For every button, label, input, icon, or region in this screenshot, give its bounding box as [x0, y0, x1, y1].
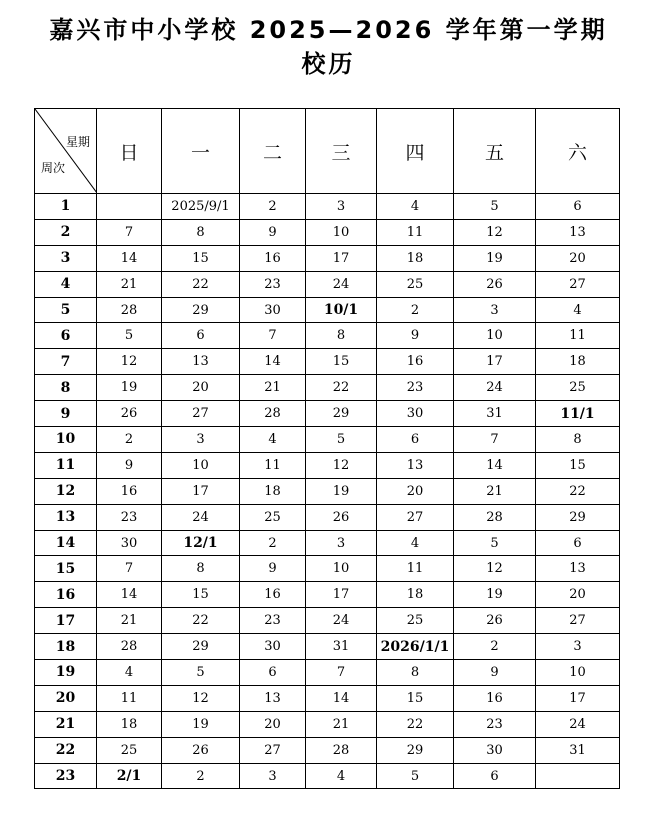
week-row — [35, 711, 620, 737]
day-cell: 12 — [162, 685, 240, 711]
day-cell: 24 — [162, 504, 240, 530]
day-cell: 2 — [240, 194, 306, 220]
day-cell — [97, 194, 162, 220]
week-number-cell: 22 — [35, 737, 97, 763]
day-cell: 27 — [240, 737, 306, 763]
day-cell: 29 — [536, 504, 620, 530]
school-calendar-table — [34, 108, 620, 789]
day-cell: 23 — [97, 504, 162, 530]
day-cell: 2 — [97, 427, 162, 453]
day-cell: 30 — [454, 737, 536, 763]
day-cell: 29 — [306, 401, 377, 427]
day-cell: 21 — [97, 271, 162, 297]
day-cell: 2 — [240, 530, 306, 556]
day-cell: 19 — [162, 711, 240, 737]
day-cell: 19 — [454, 245, 536, 271]
day-cell: 16 — [454, 685, 536, 711]
day-cell: 5 — [454, 194, 536, 220]
day-cell: 15 — [536, 452, 620, 478]
week-number-cell: 14 — [35, 530, 97, 556]
day-cell: 27 — [162, 401, 240, 427]
day-cell: 25 — [377, 608, 454, 634]
week-row — [35, 634, 620, 660]
day-cell: 2026/1/1 — [377, 634, 454, 660]
day-cell: 20 — [240, 711, 306, 737]
day-cell: 28 — [306, 737, 377, 763]
day-cell: 13 — [536, 219, 620, 245]
day-cell: 28 — [454, 504, 536, 530]
week-number-cell: 21 — [35, 711, 97, 737]
day-cell: 28 — [97, 297, 162, 323]
week-number-cell: 9 — [35, 401, 97, 427]
week-number-axis-label: 周次 — [41, 161, 66, 175]
day-cell: 3 — [454, 297, 536, 323]
week-number-cell: 15 — [35, 556, 97, 582]
week-number-cell: 3 — [35, 245, 97, 271]
day-cell: 10 — [306, 219, 377, 245]
day-cell: 21 — [240, 375, 306, 401]
day-cell: 15 — [162, 582, 240, 608]
day-cell: 21 — [306, 711, 377, 737]
week-number-cell: 4 — [35, 271, 97, 297]
day-cell: 29 — [377, 737, 454, 763]
week-row — [35, 323, 620, 349]
day-cell: 25 — [536, 375, 620, 401]
day-cell: 20 — [162, 375, 240, 401]
week-row — [35, 556, 620, 582]
day-cell: 30 — [240, 634, 306, 660]
day-cell: 5 — [377, 763, 454, 789]
week-row — [35, 219, 620, 245]
week-row — [35, 349, 620, 375]
day-cell: 12 — [97, 349, 162, 375]
day-cell: 7 — [454, 427, 536, 453]
day-cell: 14 — [240, 349, 306, 375]
week-row — [35, 194, 620, 220]
day-cell: 17 — [536, 685, 620, 711]
day-cell: 8 — [536, 427, 620, 453]
day-cell: 29 — [162, 297, 240, 323]
day-cell: 10 — [306, 556, 377, 582]
day-cell: 13 — [536, 556, 620, 582]
day-cell: 13 — [162, 349, 240, 375]
week-row — [35, 427, 620, 453]
day-cell: 6 — [377, 427, 454, 453]
week-number-cell: 6 — [35, 323, 97, 349]
day-cell: 30 — [377, 401, 454, 427]
day-cell: 8 — [162, 219, 240, 245]
week-number-cell: 18 — [35, 634, 97, 660]
day-cell: 22 — [377, 711, 454, 737]
day-cell: 16 — [240, 245, 306, 271]
day-cell: 16 — [240, 582, 306, 608]
day-cell: 18 — [536, 349, 620, 375]
week-number-cell: 8 — [35, 375, 97, 401]
day-cell: 30 — [240, 297, 306, 323]
day-cell: 12 — [306, 452, 377, 478]
day-cell: 3 — [306, 530, 377, 556]
day-cell: 7 — [240, 323, 306, 349]
week-number-cell: 10 — [35, 427, 97, 453]
day-cell: 17 — [454, 349, 536, 375]
calendar-body — [35, 194, 620, 789]
day-cell: 27 — [377, 504, 454, 530]
day-cell: 10 — [162, 452, 240, 478]
day-cell: 5 — [454, 530, 536, 556]
day-cell: 11 — [377, 556, 454, 582]
day-cell: 7 — [97, 556, 162, 582]
week-number-cell: 7 — [35, 349, 97, 375]
weekday-axis-label: 星期 — [65, 135, 90, 149]
day-cell: 24 — [536, 711, 620, 737]
day-cell: 25 — [377, 271, 454, 297]
day-cell: 9 — [97, 452, 162, 478]
day-cell: 2025/9/1 — [162, 194, 240, 220]
week-number-cell: 17 — [35, 608, 97, 634]
day-cell: 10/1 — [306, 297, 377, 323]
week-row — [35, 737, 620, 763]
weekday-header: 四 — [377, 109, 454, 194]
day-cell: 24 — [454, 375, 536, 401]
day-cell: 29 — [162, 634, 240, 660]
week-number-cell: 12 — [35, 478, 97, 504]
day-cell: 12/1 — [162, 530, 240, 556]
week-row — [35, 271, 620, 297]
week-number-cell: 2 — [35, 219, 97, 245]
day-cell: 6 — [454, 763, 536, 789]
day-cell: 19 — [454, 582, 536, 608]
day-cell: 10 — [454, 323, 536, 349]
day-cell: 6 — [240, 660, 306, 686]
day-cell: 24 — [306, 608, 377, 634]
weekday-header: 二 — [240, 109, 306, 194]
day-cell: 2/1 — [97, 763, 162, 789]
week-row — [35, 582, 620, 608]
day-cell: 11 — [536, 323, 620, 349]
day-cell: 11 — [97, 685, 162, 711]
day-cell: 23 — [240, 608, 306, 634]
day-cell: 14 — [306, 685, 377, 711]
calendar-subtitle: 校历 — [301, 50, 356, 78]
day-cell: 25 — [97, 737, 162, 763]
day-cell: 15 — [306, 349, 377, 375]
day-cell: 21 — [97, 608, 162, 634]
day-cell: 14 — [97, 245, 162, 271]
day-cell: 22 — [162, 608, 240, 634]
day-cell: 9 — [454, 660, 536, 686]
day-cell: 31 — [536, 737, 620, 763]
day-cell: 14 — [97, 582, 162, 608]
day-cell: 26 — [454, 271, 536, 297]
day-cell: 30 — [97, 530, 162, 556]
day-cell: 8 — [377, 660, 454, 686]
day-cell: 7 — [306, 660, 377, 686]
day-cell: 4 — [306, 763, 377, 789]
day-cell: 20 — [536, 245, 620, 271]
day-cell: 2 — [162, 763, 240, 789]
weekday-header: 三 — [306, 109, 377, 194]
day-cell: 5 — [97, 323, 162, 349]
week-row — [35, 504, 620, 530]
day-cell: 16 — [97, 478, 162, 504]
day-cell: 3 — [306, 194, 377, 220]
week-number-cell: 1 — [35, 194, 97, 220]
day-cell: 18 — [97, 711, 162, 737]
day-cell: 18 — [240, 478, 306, 504]
day-cell: 23 — [240, 271, 306, 297]
week-row — [35, 452, 620, 478]
weekday-header: 一 — [162, 109, 240, 194]
week-row — [35, 401, 620, 427]
day-cell: 9 — [377, 323, 454, 349]
weekday-header: 日 — [97, 109, 162, 194]
day-cell: 12 — [454, 219, 536, 245]
day-cell: 7 — [97, 219, 162, 245]
day-cell: 5 — [162, 660, 240, 686]
day-cell: 4 — [377, 194, 454, 220]
day-cell: 17 — [306, 245, 377, 271]
week-row — [35, 478, 620, 504]
day-cell: 6 — [162, 323, 240, 349]
day-cell: 2 — [454, 634, 536, 660]
day-cell: 4 — [536, 297, 620, 323]
day-cell: 26 — [97, 401, 162, 427]
day-cell: 10 — [536, 660, 620, 686]
week-number-cell: 20 — [35, 685, 97, 711]
week-number-cell: 23 — [35, 763, 97, 789]
day-cell: 18 — [377, 245, 454, 271]
day-cell: 15 — [162, 245, 240, 271]
day-cell: 4 — [377, 530, 454, 556]
day-cell: 3 — [162, 427, 240, 453]
week-row — [35, 608, 620, 634]
week-row — [35, 530, 620, 556]
day-cell: 13 — [240, 685, 306, 711]
day-cell: 9 — [240, 556, 306, 582]
week-row — [35, 660, 620, 686]
day-cell: 24 — [306, 271, 377, 297]
week-number-cell: 16 — [35, 582, 97, 608]
week-number-cell: 5 — [35, 297, 97, 323]
day-cell: 17 — [162, 478, 240, 504]
day-cell: 8 — [162, 556, 240, 582]
week-row — [35, 375, 620, 401]
day-cell: 22 — [536, 478, 620, 504]
day-cell: 15 — [377, 685, 454, 711]
day-cell: 31 — [306, 634, 377, 660]
calendar-title: 嘉兴市中小学校 2025—2026 学年第一学期 — [49, 16, 608, 44]
day-cell: 19 — [97, 375, 162, 401]
header-row — [35, 109, 620, 194]
day-cell: 4 — [240, 427, 306, 453]
day-cell: 28 — [97, 634, 162, 660]
week-row — [35, 245, 620, 271]
diagonal-divider — [35, 109, 97, 193]
day-cell: 27 — [536, 608, 620, 634]
day-cell: 12 — [454, 556, 536, 582]
week-row — [35, 685, 620, 711]
day-cell: 23 — [377, 375, 454, 401]
day-cell: 26 — [162, 737, 240, 763]
corner-header-cell — [35, 109, 97, 194]
week-number-cell: 13 — [35, 504, 97, 530]
day-cell: 23 — [454, 711, 536, 737]
day-cell: 2 — [377, 297, 454, 323]
day-cell: 3 — [536, 634, 620, 660]
day-cell: 11/1 — [536, 401, 620, 427]
day-cell: 31 — [454, 401, 536, 427]
day-cell: 8 — [306, 323, 377, 349]
week-row — [35, 297, 620, 323]
day-cell: 6 — [536, 530, 620, 556]
day-cell: 5 — [306, 427, 377, 453]
day-cell: 22 — [162, 271, 240, 297]
day-cell — [536, 763, 620, 789]
week-number-cell: 11 — [35, 452, 97, 478]
day-cell: 27 — [536, 271, 620, 297]
day-cell: 22 — [306, 375, 377, 401]
day-cell: 21 — [454, 478, 536, 504]
weekday-header: 五 — [454, 109, 536, 194]
day-cell: 19 — [306, 478, 377, 504]
day-cell: 16 — [377, 349, 454, 375]
day-cell: 14 — [454, 452, 536, 478]
day-cell: 6 — [536, 194, 620, 220]
day-cell: 9 — [240, 219, 306, 245]
day-cell: 4 — [97, 660, 162, 686]
weekday-header: 六 — [536, 109, 620, 194]
day-cell: 11 — [240, 452, 306, 478]
day-cell: 26 — [306, 504, 377, 530]
week-number-cell: 19 — [35, 660, 97, 686]
day-cell: 20 — [536, 582, 620, 608]
day-cell: 3 — [240, 763, 306, 789]
day-cell: 11 — [377, 219, 454, 245]
day-cell: 20 — [377, 478, 454, 504]
day-cell: 17 — [306, 582, 377, 608]
day-cell: 13 — [377, 452, 454, 478]
day-cell: 25 — [240, 504, 306, 530]
day-cell: 26 — [454, 608, 536, 634]
day-cell: 28 — [240, 401, 306, 427]
week-row — [35, 763, 620, 789]
day-cell: 18 — [377, 582, 454, 608]
